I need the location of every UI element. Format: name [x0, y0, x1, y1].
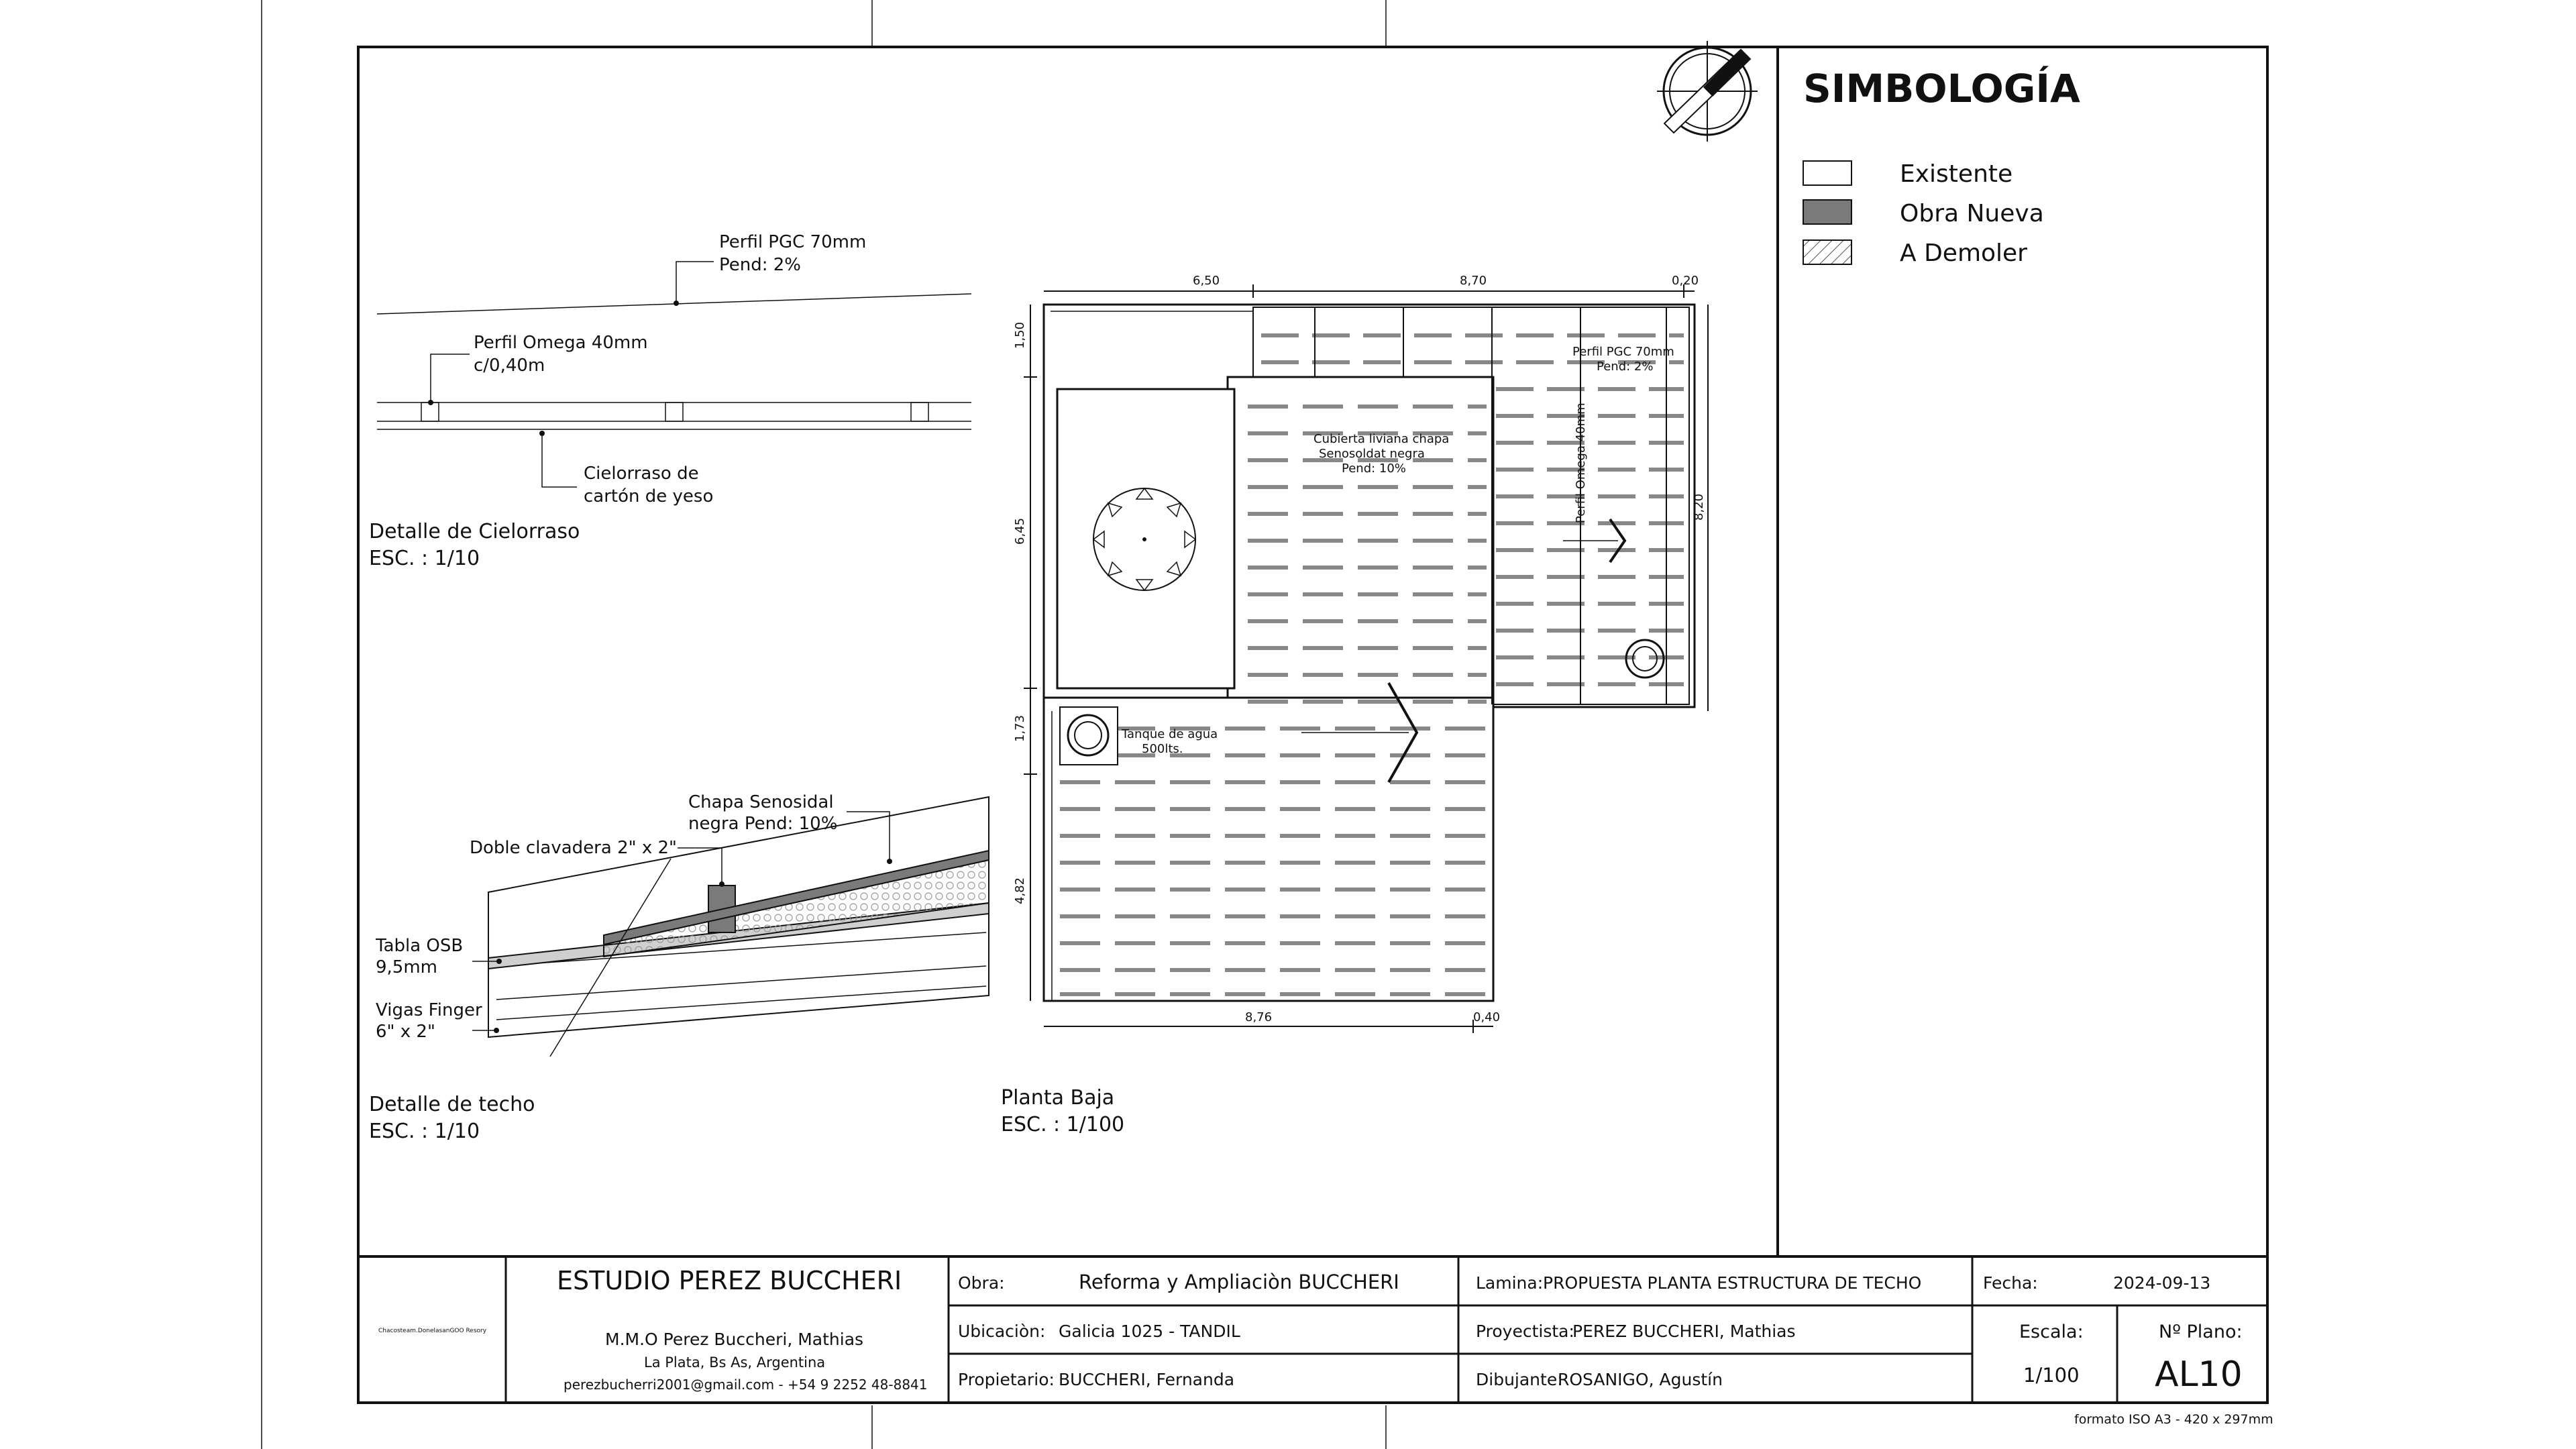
plan-note-pgc-1: Perfil PGC 70mm	[1572, 345, 1674, 359]
roof-detail-title: Detalle de techo	[369, 1093, 535, 1116]
plan-note-cover-3: Pend: 10%	[1342, 462, 1406, 476]
plan-note-tank-1: Tanque de agua	[1122, 727, 1218, 741]
ceiling-plaster-label-2: cartón de yeso	[584, 486, 714, 506]
plan-note-pgc-2: Pend: 2%	[1597, 360, 1654, 374]
dim-left-4: 4,82	[1013, 877, 1027, 904]
ubicacion-value: Galicia 1025 - TANDIL	[1059, 1322, 1240, 1341]
fecha-label: Fecha:	[1983, 1273, 2038, 1293]
lamina-value: PROPUESTA PLANTA ESTRUCTURA DE TECHO	[1543, 1273, 1922, 1293]
dim-top-1: 6,50	[1193, 274, 1220, 288]
dim-top-2: 8,70	[1460, 274, 1487, 288]
roof-detail	[369, 792, 989, 1143]
plan-note-omega: Perfil Omega 40mm	[1574, 402, 1588, 523]
roof-sheet-label-2: negra Pend: 10%	[688, 814, 838, 834]
dim-left-3: 1,73	[1013, 714, 1027, 742]
studio-city: La Plata, Bs As, Argentina	[644, 1354, 826, 1371]
roof-plan	[1001, 274, 1708, 1136]
obra-value: Reforma y Ampliaciòn BUCCHERI	[1079, 1271, 1399, 1293]
proyectista-value: PEREZ BUCCHERI, Mathias	[1572, 1322, 1796, 1341]
legend-title: SIMBOLOGÍA	[1803, 66, 2080, 111]
legend-label-demolish: A Demoler	[1900, 239, 2027, 267]
dim-right-1: 8,20	[1692, 493, 1706, 521]
plan-note-cover-2: Senosoldat negra	[1319, 447, 1425, 461]
studio-logo-text: Chacosteam.DonelasanGOO Resory	[378, 1328, 487, 1334]
lamina-label: Lamina:	[1476, 1273, 1544, 1293]
proyectista-label: Proyectista:	[1476, 1322, 1574, 1341]
ceiling-detail	[369, 232, 971, 570]
studio-architect: M.M.O Perez Buccheri, Mathias	[605, 1330, 864, 1349]
ceiling-profile-label: Perfil PGC 70mm	[719, 232, 867, 252]
plano-value: AL10	[2155, 1354, 2243, 1395]
ceiling-plaster-label-1: Cielorraso de	[584, 464, 699, 484]
obra-label: Obra:	[958, 1273, 1005, 1293]
studio-contact: perezbucherri2001@gmail.com - +54 9 2252 48-8841	[564, 1377, 928, 1393]
ubicacion-label: Ubicaciòn:	[958, 1322, 1046, 1341]
plan-note-tank-2: 500lts.	[1142, 742, 1183, 756]
plan-scale: ESC. : 1/100	[1001, 1113, 1125, 1136]
ceiling-omega-spacing-label: c/0,40m	[474, 356, 545, 376]
dim-left-1: 1,50	[1013, 321, 1027, 349]
legend	[1803, 65, 2080, 267]
dim-left-2: 6,45	[1013, 517, 1027, 545]
plano-label: Nº Plano:	[2159, 1322, 2243, 1342]
propietario-value: BUCCHERI, Fernanda	[1059, 1370, 1235, 1389]
dim-bottom-2: 0,40	[1473, 1010, 1501, 1024]
escala-label: Escala:	[2019, 1322, 2084, 1342]
roof-beam-label-2: 6" x 2"	[376, 1022, 435, 1042]
dibujante-value: ROSANIGO, Agustín	[1558, 1370, 1723, 1389]
ceiling-omega-label: Perfil Omega 40mm	[474, 333, 648, 353]
legend-label-new-work: Obra Nueva	[1900, 200, 2044, 227]
roof-osb-label-2: 9,5mm	[376, 957, 438, 977]
ceiling-detail-title: Detalle de Cielorraso	[369, 520, 580, 543]
legend-swatch-existing	[1803, 161, 1851, 185]
legend-swatch-demolish	[1803, 240, 1851, 264]
ceiling-slope-label: Pend: 2%	[719, 255, 802, 275]
propietario-label: Propietario:	[958, 1370, 1055, 1389]
roof-detail-scale: ESC. : 1/10	[369, 1120, 480, 1143]
roof-batten-label: Doble clavadera 2" x 2"	[470, 838, 677, 858]
plan-title: Planta Baja	[1001, 1086, 1115, 1110]
escala-value: 1/100	[2023, 1364, 2080, 1387]
water-tank-icon	[1060, 707, 1118, 765]
plan-note-cover-1: Cubierta liviana chapa	[1313, 432, 1450, 446]
format-note: formato ISO A3 - 420 x 297mm	[2074, 1412, 2273, 1427]
legend-label-existing: Existente	[1900, 160, 2013, 188]
north-arrow-icon	[1657, 41, 1758, 142]
roof-sheet-label-1: Chapa Senosidal	[688, 792, 834, 812]
title-block	[378, 1256, 2267, 1403]
roof-osb-label-1: Tabla OSB	[376, 936, 464, 956]
dim-bottom-1: 8,76	[1245, 1010, 1273, 1024]
ceiling-detail-scale: ESC. : 1/10	[369, 547, 480, 570]
fecha-value: 2024-09-13	[2113, 1273, 2211, 1293]
roof-beam-label-1: Vigas Finger	[376, 1000, 482, 1020]
studio-name: ESTUDIO PEREZ BUCCHERI	[557, 1266, 902, 1295]
legend-swatch-new-work	[1803, 200, 1851, 224]
dim-top-3: 0,20	[1672, 274, 1699, 288]
dibujante-label: Dibujante:	[1476, 1370, 1563, 1389]
